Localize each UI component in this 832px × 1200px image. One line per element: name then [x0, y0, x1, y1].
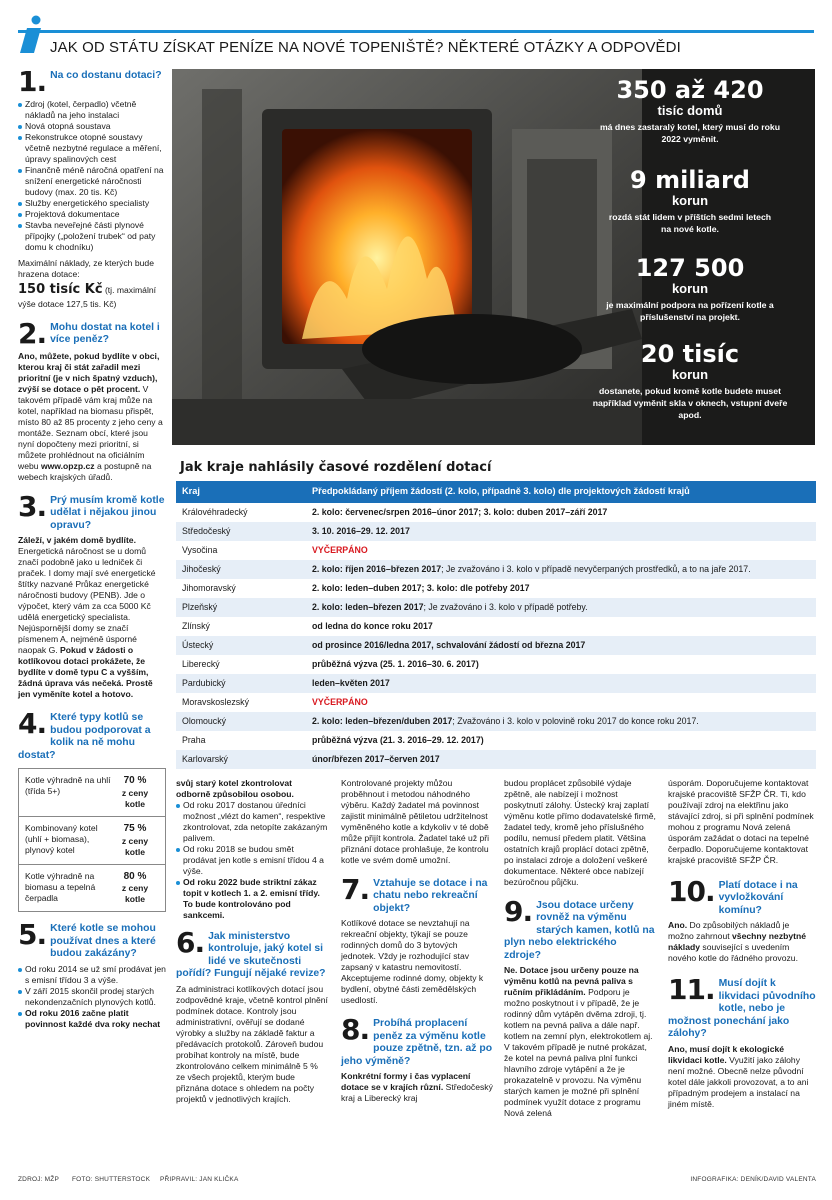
col-header-region: Kraj [176, 481, 306, 503]
region-period [306, 750, 816, 769]
region-name: Plzeňský [176, 598, 306, 617]
question-title: Jsou dotace určeny rovněž na výměnu starých kamen, kotlů na plyn nebo elektrického zdroje? [504, 900, 655, 961]
answer-text: Za administraci kotlíkových dotací jsou zodpovědné kraje, včetně kontrol plnění podmínek dotace. Kontroly jsou administrativní, ověřují se dodané výrobky a služby na základě faktur a předávacích protokolů. Zároveň budou probíhat kontroly na místě, bude zkontrolováno celkem minimálně 5 % ze všech projektů, kterým bude přiznána dotace s ohledem na počty projektů v jednotlivých krajích. [176, 983, 328, 1104]
answer-text: budou proplácet způsobilé výdaje zpětně, ale nabízejí i možnost poskytnutí zálohy. Ústecký kraj zaplatí výměnu kotle přímo dodavatelské firmě, žadatel tedy, kromě jeho příslušného podílu, nemusí předem platit. Většina ostatních krajů proplácí dotaci zpětně, po instalaci zdroje a doložení veškeré dokumentace. Některé obce nabízejí bezúročnou půjčku. [504, 778, 656, 887]
region-name: Karlovarský [176, 750, 306, 769]
rate-sub: z ceny kotle [121, 835, 149, 857]
list-item: Finančně méně náročná opatření na snížení energetické náročnosti budovy (max. 20 tis. Kč) [18, 165, 166, 198]
table-row [176, 731, 816, 750]
answer-text: Podporu je možno poskytnout i v případě, že je rodinný dům vytápěn dvěma zdroji, tj. kotlem na pevná paliva a dále např. kotlem na zemní plyn, elektrokotlem aj. V takovém případě je nutné prokázat, že kotel na pevná paliva plní funkci hlavního zdroje vytápění a že je prokazatelně v provozu. Na výměnu starých kamen je možné při splnění podmínek využít dotace z programu Nová zelená [504, 987, 653, 1119]
answer-bold: Ano, můžete, pokud bydlíte v obci, kterou kraj či stát zařadil mezi prioritní (je v nich špatný vzduch), zvýší se dotace o pět procent. [18, 350, 160, 394]
stat-text: rozdá stát lidem v příštích sedmi letech na nové kotle. [608, 212, 772, 235]
rate-sub: z ceny kotle [121, 883, 149, 905]
period-note: ; Zvažováno i 3. kolo v polovině roku 2017 do konce roku 2017. [452, 715, 699, 726]
question-4 [18, 707, 166, 912]
cost-list [18, 99, 166, 253]
question-title: Které kotle se mohou používat dnes a které budou zakázány? [50, 923, 156, 960]
question-title: Musí dojít k likvidaci původního kotle, nebo je možnost ponechání jako zálohy? [668, 978, 816, 1040]
region-period [306, 503, 816, 522]
period-bold: 2. kolo: červenec/srpen 2016–únor 2017; 3. kolo: duben 2017–září 2017 [312, 506, 608, 517]
table-row [176, 693, 816, 712]
period-bold: 3. 10. 2016–29. 12. 2017 [312, 525, 410, 536]
continued-text: svůj starý kotel zkontrolovat odborně způsobilou osobou. [176, 778, 294, 799]
stat-text: dostanete, pokud kromě kotle budete muset například vyměnit skla v oknech, vstupní dveře apod. [592, 386, 788, 421]
answer-text: Středočeský kraj a Liberecký kraj [341, 1082, 493, 1104]
rate-row [19, 865, 165, 912]
table-row [176, 674, 816, 693]
author-credit: PŘIPRAVIL: JAN KLIČKA [160, 1176, 239, 1183]
list-item: Rekonstrukce otopné soustavy včetně nezbytné regulace a měření, úpravy spalinových cest [18, 132, 166, 165]
rate-row [19, 817, 165, 865]
region-period [306, 617, 816, 636]
answer-text-2: související s uvedením nového kotle do řádného provozu. [668, 942, 798, 964]
question-2 [18, 316, 166, 483]
region-name: Praha [182, 734, 206, 745]
answer-text: Využití jako zálohy není možné. Obecně nelze původní kotel dále jakkoli provozovat, a to ani případným prodejem a instalací na jiném místě. [668, 1054, 809, 1109]
region-name: Královéhradecký [182, 506, 248, 517]
graphics-credit: INFOGRAFIKA: DENÍK/DAVID VALENTA [690, 1176, 816, 1183]
answer-text: Kontrolované projekty můžou proběhnout i metodou náhodného výběru. Každý žadatel má povinnost zajistit minimálně pětiletou udržitelnost vyměněného kotle a kdykoliv v té době může přijít kontrola. Žadatel také už při přiznání dotace prohlašuje, že kontrolu kotle ve svém domě umožní. [341, 778, 490, 865]
table-row [176, 579, 816, 598]
answer-bold: Záleží, v jakém domě bydlíte. [18, 535, 136, 546]
list-item: Od roku 2016 začne platit povinnost každé dva roky nechat [18, 1008, 166, 1030]
table-row [176, 617, 816, 636]
question-number: 8. [341, 1013, 370, 1047]
question-number: 2. [18, 316, 47, 350]
period-bold: únor/březen 2017–červen 2017 [312, 753, 440, 764]
question-number: 6. [176, 926, 205, 959]
question-title: Na co dostanu dotaci? [50, 70, 162, 81]
stat-value: 20 tisíc [640, 340, 740, 368]
column-3 [341, 778, 493, 1104]
stat-billions [565, 167, 815, 235]
answer-bold-2: všechny nezbytné náklady [668, 931, 807, 953]
table-row [176, 750, 816, 769]
question-title: Probíhá proplacení peněz za výměnu kotle pouze zpětně, tzn. až po jeho výměně? [341, 1018, 493, 1067]
table-row [176, 541, 816, 560]
period-bold: průběžná výzva (21. 3. 2016–29. 12. 2017) [312, 734, 484, 745]
question-number: 10. [668, 875, 715, 908]
region-name: Jihomoravský [182, 582, 236, 593]
answer-bold-2: Pokud v žádosti o kotlíkovou dotaci prokážete, že bydlíte v domě typu C a vyšším, žádná úprava vás nečeká. Prostě jen vyměníte kotel a hotovo. [18, 645, 153, 700]
answer-text-2: a postupně na webech krajských úřadů. [18, 460, 152, 482]
stat-unit: tisíc domů [657, 103, 723, 118]
region-period [306, 693, 816, 712]
question-number: 4. [18, 707, 47, 741]
question-3 [18, 489, 166, 700]
answer-bold: Ne. Dotace jsou určeny pouze na výměnu kotlů na pevná paliva s ručním přikládáním. [504, 965, 639, 998]
region-name: Pardubický [176, 674, 306, 693]
page-title: JAK OD STÁTU ZÍSKAT PENÍZE NA NOVÉ TOPENIŠTĚ? NĚKTERÉ OTÁZKY A ODPOVĚDI [50, 39, 681, 56]
table-row [176, 712, 816, 731]
table-row [176, 560, 816, 579]
table-header [176, 481, 816, 503]
table-body [176, 503, 816, 769]
region-period [306, 655, 816, 674]
region-name: Jihočeský [176, 560, 306, 579]
question-number: 1. [18, 65, 47, 98]
rate-label: Kotle výhradně na biomasu a tepelná čerpadla [25, 870, 96, 903]
rate-pct: 70 % [123, 775, 147, 787]
period-bold: 2. kolo: leden–březen 2017 [312, 601, 424, 612]
rules-list [18, 964, 166, 1030]
list-item: Nová otopná soustava [18, 121, 166, 132]
period-bold: 2. kolo: leden–březen/duben 2017 [312, 715, 453, 726]
column-2 [176, 778, 328, 1105]
stat-text: má dnes zastaralý kotel, který musí do roku 2022 vyměnit. [599, 122, 781, 145]
question-title: Platí dotace i na vyvložkování komínu? [718, 880, 798, 916]
rate-label: Kombinovaný kotel (uhlí + biomasa), plynový kotel [25, 822, 98, 855]
table-row [176, 503, 816, 522]
list-item: V září 2015 skončil prodej starých nekondenzačních plynových kotlů. [18, 986, 166, 1008]
rate-pct: 75 % [123, 822, 147, 834]
question-6 [176, 926, 328, 1105]
exhausted-label: VYČERPÁNO [312, 696, 368, 707]
header-rule [18, 30, 814, 33]
question-number: 7. [341, 873, 370, 906]
question-number: 11. [668, 973, 715, 1007]
rate-label: Kotle výhradně na uhlí (třída 5+) [25, 775, 111, 797]
subsidy-rate-box [18, 768, 166, 912]
region-name: Liberecký [182, 658, 220, 669]
question-title: Které typy kotlů se budou podporovat a kolik na ně mohu dostat? [18, 712, 151, 761]
list-item: Od roku 2022 bude striktní zákaz topit v kotlech 1. a 2. emisní třídy. To bude kontrolováno pod sankcemi. [176, 877, 328, 921]
question-title: Prý musím kromě kotle udělat i nějakou jinou opravu? [50, 494, 165, 531]
answer-bold: Ano, musí dojít k ekologické likvidaci kotle. [668, 1043, 785, 1065]
question-title: Vztahuje se dotace i na chatu nebo rekreační objekt? [373, 878, 488, 914]
stat-houses [565, 77, 815, 145]
question-number: 5. [18, 918, 47, 952]
question-title: Jak ministerstvo kontroluje, jaký kotel si lidé ve skutečnosti pořídí? Fungují nějaké revize? [176, 931, 326, 980]
region-name: Olomoucký [176, 712, 306, 731]
stat-extra [565, 341, 815, 422]
question-7 [341, 873, 493, 1006]
region-period [306, 674, 816, 693]
region-name: Ústecký [176, 636, 306, 655]
source-credit: ZDROJ: MŽP [18, 1176, 59, 1183]
period-bold: 2. kolo: říjen 2016–březen 2017 [312, 563, 442, 574]
answer-text: Kotlíkové dotace se nevztahují na rekreační objekty, týkají se pouze rodinných domů do 3 bytových jednotek. Vždy je rozhodující stav zapsaný v katastru nemovitostí. Akceptujeme rodinné domy, objekty k bydlení, obytné části zemědělských usedlostí. [341, 918, 484, 1006]
period-bold: 2. kolo: leden–duben 2017; 3. kolo: dle potřeby 2017 [312, 582, 530, 593]
region-name: Středočeský [176, 522, 306, 541]
region-period [306, 522, 816, 541]
stat-text: je maximální podpora na pořízení kotle a příslušenství na projekt. [606, 300, 774, 323]
stat-unit: korun [671, 367, 709, 382]
website-link[interactable]: www.opzp.cz [40, 460, 95, 471]
col-header-period: Předpokládaný příjem žádostí (2. kolo, případně 3. kolo) dle projektových žádostí krajů [306, 481, 816, 503]
question-11 [668, 973, 816, 1109]
list-item: Zdroj (kotel, čerpadlo) včetně nákladů na jeho instalaci [18, 99, 166, 121]
question-5 [18, 918, 166, 1029]
region-period [306, 560, 816, 579]
rate-sub: z ceny kotle [121, 787, 149, 809]
list-item: Od roku 2017 dostanou úředníci možnost „vlézt do kamen“, respektive zkontrolovat, zda netopíte zakázaným palivem. [176, 800, 328, 844]
period-note: ; Je zvažováno i 3. kolo v případě nevyčerpaných prostředků, a to na jaře 2017. [441, 563, 751, 574]
max-note: (tj. maximální výše dotace 127,5 tis. Kč) [18, 285, 157, 309]
region-period [306, 712, 816, 731]
column-4 [504, 778, 656, 1119]
column-1 [18, 65, 166, 1030]
region-table [176, 481, 816, 769]
table-row [176, 598, 816, 617]
region-name: Vysočina [182, 544, 218, 555]
boiler-photo [172, 69, 815, 445]
period-bold: od prosince 2016/ledna 2017, schvalování žádostí od března 2017 [312, 639, 586, 650]
answer-bold: Konkrétní formy i čas vyplacení dotace se v krajích různí. [341, 1071, 471, 1093]
question-title: Mohu dostat na kotel i více peněz? [50, 321, 160, 346]
rules-list-2 [176, 800, 328, 921]
region-period [306, 731, 816, 750]
stat-value: 127 500 [635, 254, 745, 282]
question-number: 9. [504, 895, 533, 928]
table-row [176, 655, 816, 674]
question-8 [341, 1013, 493, 1104]
question-1 [18, 65, 166, 310]
period-bold: leden–květen 2017 [312, 677, 390, 688]
region-period [306, 636, 816, 655]
region-period [306, 598, 816, 617]
column-5 [668, 778, 816, 1110]
stat-max-support [565, 255, 815, 323]
answer-bold: Ano. [668, 920, 688, 931]
rate-row [19, 769, 165, 817]
max-amount: 150 tisíc Kč [18, 282, 103, 297]
period-bold: průběžná výzva (25. 1. 2016–30. 6. 2017) [312, 658, 479, 669]
question-10 [668, 875, 816, 964]
answer-text: V takovém případě vám kraj může na kotel, například na biomasu přispět, místo 80 až 85 procenty z jeho ceny a montáže. Seznam obcí, které jsou nyní dopočteny mezi prioritní, si můžete prohlédnout na oficiálním webu [18, 383, 163, 471]
exhausted-label: VYČERPÁNO [312, 544, 368, 555]
answer-text: Do způsobilých nákladů je možno zahrnout [668, 920, 790, 942]
question-9 [504, 895, 656, 1119]
stat-unit: korun [671, 193, 709, 208]
period-note: ; Je zvažováno i 3. kolo v případě potřeby. [423, 601, 588, 612]
answer-text: úsporám. Doporučujeme kontaktovat krajské pracoviště SFŽP ČR. Ti, kdo používají zdroj na elektřinu jako stávající zdroj, si při splnění podmínek mohou z programu Nová zelená úsporám zažádat o dotaci na tepelné čerpadlo. Doporučujeme kontaktovat krajské pracoviště SFŽP ČR. [668, 778, 814, 865]
answer-text: Energetická náročnost se u domů značí podobně jako u ledniček či praček. I domy mají své energetické štítky nazvané Průkaz energetické náročnosti budovy (PENB). Jde o výpočet, který vám za cca 5000 Kč udělá energetický specialista. Nejúspornější domy se značí písmenem A, nejméně úsporné naopak G. [18, 546, 156, 656]
region-name: Moravskoslezský [182, 696, 249, 707]
list-item: Projektová dokumentace [18, 209, 166, 220]
table-row [176, 636, 816, 655]
list-item: Služby energetického specialisty [18, 198, 166, 209]
stat-unit: korun [671, 281, 709, 296]
table-row [176, 522, 816, 541]
region-name: Zlínský [182, 620, 210, 631]
info-icon [17, 15, 47, 55]
list-item: Stavba neveřejné části plynové přípojky („položení trubek“ od paty domu k chodníku) [18, 220, 166, 253]
stat-value: 350 až 420 [616, 76, 764, 104]
region-period [306, 541, 816, 560]
region-period [306, 579, 816, 598]
list-item: Od roku 2018 se budou smět prodávat jen kotle s emisní třídou 4 a výše. [176, 844, 328, 877]
photo-credit: FOTO: SHUTTERSTOCK [72, 1176, 151, 1183]
period-bold: od ledna do konce roku 2017 [312, 620, 433, 631]
question-number: 3. [18, 489, 47, 523]
rate-pct: 80 % [123, 870, 147, 882]
table-title: Jak kraje nahlásily časové rozdělení dotací [180, 460, 492, 475]
list-item: Od roku 2014 se už smí prodávat jen s emisní třídou 3 a výše. [18, 964, 166, 986]
max-cost-text: Maximální náklady, ze kterých bude hrazena dotace: [18, 258, 154, 279]
stat-value: 9 miliard [630, 166, 750, 194]
